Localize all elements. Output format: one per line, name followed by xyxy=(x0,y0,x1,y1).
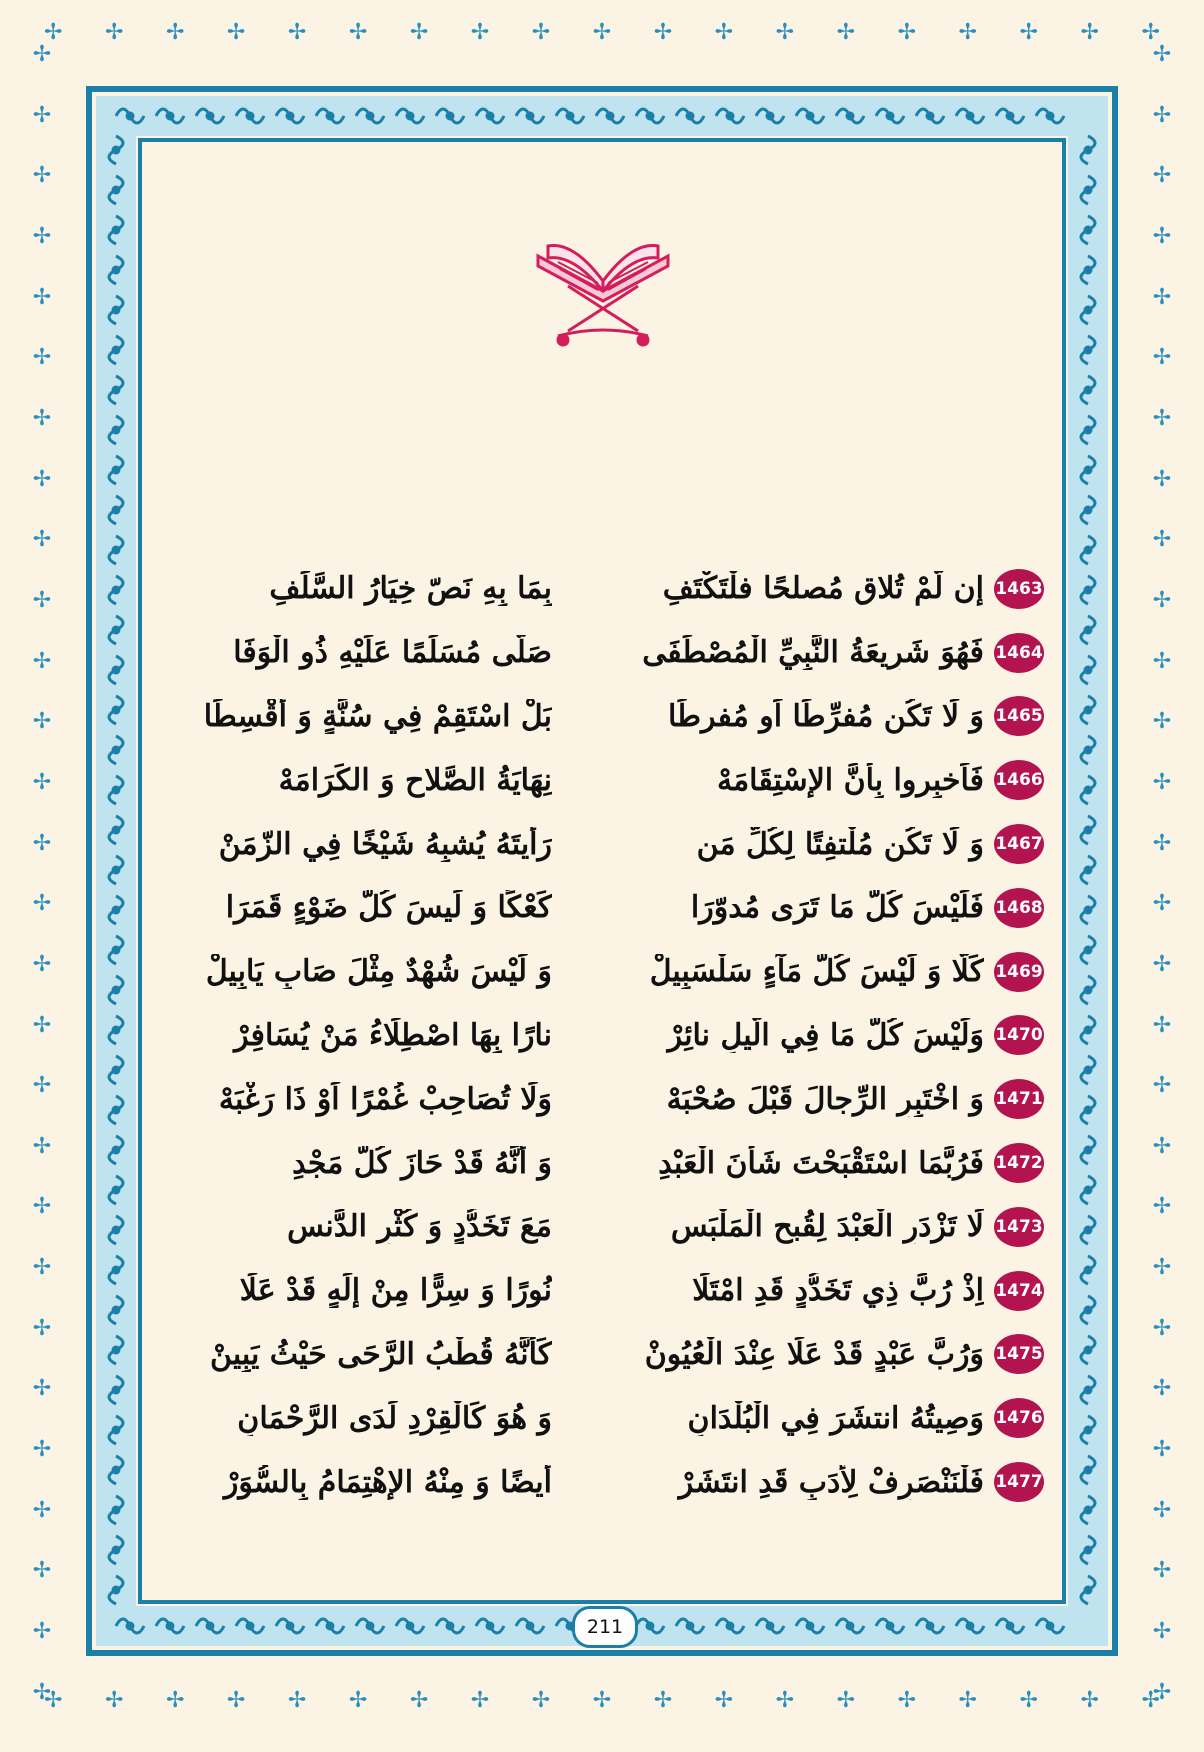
verse-first-hemistich: وَصِيتُهُ انتشَرَ فِي الْبُلْدَانِ xyxy=(687,1400,984,1436)
verse-row xyxy=(168,1450,1044,1514)
border-dot-icon: ✢ xyxy=(1152,42,1172,67)
verse-row xyxy=(168,1067,1044,1131)
border-dot-icon: ✢ xyxy=(1152,648,1172,674)
border-dot-icon: ✢ xyxy=(287,20,307,45)
verse-number-badge: 1474 xyxy=(994,1271,1044,1311)
verse-second-hemistich: نُورًا وَ سِرًّا مِنْ إِلَهٍ قَدْ عَلَا xyxy=(239,1273,552,1309)
border-dot-icon: ✢ xyxy=(1080,20,1099,45)
verse-number-badge: 1471 xyxy=(994,1079,1044,1119)
border-dot-icon: ✢ xyxy=(1080,1688,1099,1713)
border-dot-icon: ✢ xyxy=(1152,1255,1172,1281)
border-dot-icon: ✢ xyxy=(104,1688,124,1713)
verse-second-hemistich: كَعْكًا وَ لَيسَ كُلُّ ضَوْءٍ قَمَرَا xyxy=(225,890,552,926)
border-dot-icon: ✢ xyxy=(1152,1012,1172,1038)
border-dot-icon: ✢ xyxy=(32,102,52,128)
verse-first-hemistich: وَرُبَّ عَبْدٍ قَدْ عَلَا عِنْدَ الْعُيُونْ xyxy=(644,1336,984,1372)
border-dot-icon: ✢ xyxy=(32,1073,52,1099)
border-dot-icon: ✢ xyxy=(1152,1376,1172,1402)
border-dot-icon: ✢ xyxy=(409,1688,429,1713)
border-dot-icon: ✢ xyxy=(32,769,52,795)
border-dot-icon: ✢ xyxy=(958,1688,977,1713)
border-dot-icon: ✢ xyxy=(32,951,52,977)
border-dot-icon: ✢ xyxy=(32,1376,52,1402)
verse-row xyxy=(168,1386,1044,1450)
border-dot-icon: ✢ xyxy=(470,1688,490,1713)
border-dot-icon: ✢ xyxy=(1152,830,1172,856)
border-dot-icon: ✢ xyxy=(1152,709,1172,735)
border-dot-icon: ✢ xyxy=(1152,1619,1172,1645)
border-dot-icon: ✢ xyxy=(714,20,734,45)
border-dot-icon: ✢ xyxy=(226,1688,246,1713)
border-dot-icon: ✢ xyxy=(775,1688,795,1713)
verse-first-hemistich: فَرُبَّمَا اسْتَقْبَحْتَ شَأْنَ الْعَبْدِ xyxy=(658,1145,984,1181)
border-dot-icon: ✢ xyxy=(653,20,673,45)
verse-row xyxy=(168,1259,1044,1323)
verse-number-badge: 1466 xyxy=(994,760,1044,800)
verse-row xyxy=(168,1323,1044,1387)
verse-second-hemistich: وَلَا تُصَاحِبْ غُمْرًا اَوْ ذَا رَغْبَهْ xyxy=(218,1081,552,1117)
border-dot-icon: ✢ xyxy=(32,345,52,371)
border-dot-icon: ✢ xyxy=(32,587,52,613)
verse-first-hemistich: وَ لَا تَكُن مُلْتفِتًا لِكُلِّ مَن xyxy=(696,826,984,862)
verse-first-hemistich: وَ اخْتَبِرِ الرِّجالَ قَبْلَ صُحْبَهْ xyxy=(666,1081,984,1117)
border-dot-icon: ✢ xyxy=(32,1194,52,1220)
verse-row xyxy=(168,812,1044,876)
verse-first-hemistich: اِذْ رُبَّ ذِي تَخَدُّدٍ قَدِ امْتَلَا xyxy=(692,1273,984,1309)
border-dot-icon: ✢ xyxy=(348,1688,368,1713)
verse-first-hemistich: فَلَيْسَ كُلُّ مَا تَرَى مُدوّرَا xyxy=(690,890,984,926)
border-dot-icon: ✢ xyxy=(592,20,612,45)
border-dot-icon: ✢ xyxy=(32,648,52,674)
verse-second-hemistich: مَعَ تَخَدُّدٍ وَ كُثْرِ الدَّنسِ xyxy=(287,1209,552,1245)
verse-number-badge: 1468 xyxy=(994,888,1044,928)
border-dot-icon: ✢ xyxy=(1152,223,1172,249)
page-number-badge xyxy=(572,1606,638,1648)
verse-first-hemistich: كَلَّا وَ لَيْسَ كُلُّ مَآءٍ سَلْسَبِيلْ xyxy=(649,954,984,990)
border-dot-icon: ✢ xyxy=(226,20,246,45)
border-dot-icon: ✢ xyxy=(1152,1133,1172,1159)
border-dot-icon: ✢ xyxy=(32,1558,52,1584)
border-dot-icon: ✢ xyxy=(32,223,52,249)
verse-second-hemistich: كَأَنَّهُ قُطْبُ الرَّحَى حَيْثُ يَبِينْ xyxy=(210,1336,552,1372)
verse-list xyxy=(168,557,1044,1514)
border-dot-icon: ✢ xyxy=(1152,405,1172,431)
border-dot-icon: ✢ xyxy=(1152,587,1172,613)
border-dot-icon: ✢ xyxy=(1152,1558,1172,1584)
border-dot-icon: ✢ xyxy=(165,1688,185,1713)
verse-first-hemistich: وَ لَا تَكُن مُفرِّطًا اَو مُفرطَا xyxy=(667,698,984,734)
border-dot-icon: ✢ xyxy=(1152,284,1172,310)
border-dot-icon: ✢ xyxy=(470,20,490,45)
border-dot-icon: ✢ xyxy=(775,20,795,45)
verse-row xyxy=(168,748,1044,812)
border-dot-icon: ✢ xyxy=(32,527,52,553)
verse-first-hemistich: إن لَّمْ تُلاقِ مُصلحًا فلْتَكْتَفِ xyxy=(662,571,984,607)
verse-number-badge: 1465 xyxy=(994,696,1044,736)
border-dot-icon: ✢ xyxy=(531,20,551,45)
verse-second-hemistich: وَ هُوَ كَالْقِرْدِ لَدَى الرَّحْمَانِ xyxy=(237,1400,552,1436)
border-dot-icon: ✢ xyxy=(1152,769,1172,795)
border-dot-icon: ✢ xyxy=(32,42,52,67)
verse-row xyxy=(168,1004,1044,1068)
verse-number-badge: 1464 xyxy=(994,633,1044,673)
border-dot-icon: ✢ xyxy=(32,1497,52,1523)
border-dot-icon: ✢ xyxy=(1152,1194,1172,1220)
verse-row xyxy=(168,621,1044,685)
border-dot-icon: ✢ xyxy=(1152,1315,1172,1341)
border-dot-icon: ✢ xyxy=(32,405,52,431)
border-dot-icon: ✢ xyxy=(32,1315,52,1341)
verse-number-badge: 1469 xyxy=(994,952,1044,992)
border-dot-icon: ✢ xyxy=(165,20,185,45)
border-dot-icon: ✢ xyxy=(1019,1688,1038,1713)
verse-second-hemistich: بِمَا بِهِ نَصّ خِيَارُ السَّلَفِ xyxy=(269,571,552,607)
border-dot-icon: ✢ xyxy=(897,1688,916,1713)
verse-number-badge: 1475 xyxy=(994,1334,1044,1374)
border-dot-icon: ✢ xyxy=(32,830,52,856)
border-dot-icon: ✢ xyxy=(1019,20,1038,45)
page-number: 211 xyxy=(586,1616,624,1638)
border-dot-icon: ✢ xyxy=(1152,163,1172,189)
border-dot-icon: ✢ xyxy=(44,1688,63,1713)
border-dot-icon: ✢ xyxy=(287,1688,307,1713)
border-dot-icon: ✢ xyxy=(44,20,63,45)
verse-row xyxy=(168,685,1044,749)
border-dot-icon: ✢ xyxy=(32,891,52,917)
verse-second-hemistich: رَأَيتَهُ يُشبِهُ شَيْخًا فِي الزّمَنْ xyxy=(218,826,552,862)
border-dot-icon: ✢ xyxy=(1152,1437,1172,1463)
border-dot-icon: ✢ xyxy=(32,1437,52,1463)
verse-first-hemistich: فَلْنَنْصَرِفْ لِأَدَبٍ قَدِ انتَشَرْ xyxy=(678,1464,984,1500)
verse-first-hemistich: وَلَيْسَ كُلُّ مَا فِي الّيلِ نائِرْ xyxy=(667,1017,984,1053)
border-dot-icon: ✢ xyxy=(531,1688,551,1713)
verse-row xyxy=(168,940,1044,1004)
border-dot-icon: ✢ xyxy=(32,709,52,735)
border-dot-icon: ✢ xyxy=(1152,891,1172,917)
verse-second-hemistich: صَلَّى مُسَلِّمًا عَلَيْهِ ذُو الْوَفَا xyxy=(233,635,552,671)
border-dot-icon: ✢ xyxy=(32,466,52,492)
border-dot-icon: ✢ xyxy=(104,20,124,45)
border-dot-icon: ✢ xyxy=(32,163,52,189)
border-dot-icon: ✢ xyxy=(714,1688,734,1713)
border-dot-icon: ✢ xyxy=(1152,466,1172,492)
verse-number-badge: 1477 xyxy=(994,1462,1044,1502)
verse-number-badge: 1470 xyxy=(994,1015,1044,1055)
border-dot-icon: ✢ xyxy=(836,1688,856,1713)
border-dot-icon: ✢ xyxy=(958,20,977,45)
verse-row xyxy=(168,876,1044,940)
border-dot-icon: ✢ xyxy=(592,1688,612,1713)
verse-number-badge: 1473 xyxy=(994,1207,1044,1247)
verse-row xyxy=(168,1131,1044,1195)
border-dot-icon: ✢ xyxy=(1152,102,1172,128)
verse-row xyxy=(168,1195,1044,1259)
verse-second-hemistich: أَيضًا وَ مِنْهُ الإهْتِمَامُ بِالسُّوَرْ xyxy=(223,1464,552,1500)
border-dot-icon: ✢ xyxy=(1141,1688,1160,1713)
border-dot-icon: ✢ xyxy=(653,1688,673,1713)
border-dot-icon: ✢ xyxy=(32,1133,52,1159)
verse-second-hemistich: وَ لَيْسَ شُهْدٌ مِثْلَ صَابٍ يَابِيلْ xyxy=(205,954,552,990)
verse-first-hemistich: فَاَخبِروا بِأَنَّ الإسْتِقَامَهْ xyxy=(717,762,984,798)
verse-first-hemistich: فَهُوَ شَرِيعَةُ النَّبِيِّ الْمُصْطَفَى xyxy=(642,635,984,671)
border-dot-icon: ✢ xyxy=(1152,527,1172,553)
verse-second-hemistich: نِهَايَةُ الصَّلاحِ وَ الكَرَامَهْ xyxy=(278,762,552,798)
verse-number-badge: 1472 xyxy=(994,1143,1044,1183)
border-dot-icon: ✢ xyxy=(32,1255,52,1281)
border-dot-icon: ✢ xyxy=(32,284,52,310)
border-dot-icon: ✢ xyxy=(1152,345,1172,371)
border-dot-icon: ✢ xyxy=(1152,951,1172,977)
verse-second-hemistich: نارًا بِهَا اصْطِلَاءُ مَنْ يُسَافِرْ xyxy=(234,1017,552,1053)
border-dot-icon: ✢ xyxy=(1152,1497,1172,1523)
verse-second-hemistich: وَ أَنَّهُ قَدْ حَازَ كُلَّ مَجْدِ xyxy=(292,1145,552,1181)
verse-first-hemistich: لَا تَزْدَرِ الْعَبْدَ لِقُبحِ الْمَلْبَسِ xyxy=(670,1209,984,1245)
verse-number-badge: 1463 xyxy=(994,569,1044,609)
border-dot-icon: ✢ xyxy=(1152,1679,1172,1705)
quran-lectern-icon xyxy=(528,236,678,356)
border-dot-icon: ✢ xyxy=(32,1012,52,1038)
border-dot-icon: ✢ xyxy=(32,1679,52,1705)
border-dot-icon: ✢ xyxy=(897,20,916,45)
verse-number-badge: 1467 xyxy=(994,824,1044,864)
border-dot-icon: ✢ xyxy=(1152,1073,1172,1099)
border-dot-icon: ✢ xyxy=(409,20,429,45)
verse-row xyxy=(168,557,1044,621)
border-dot-icon: ✢ xyxy=(836,20,856,45)
border-dot-icon: ✢ xyxy=(348,20,368,45)
verse-second-hemistich: بَلْ اسْتَقِمْ فِي سُنَّةٍ وَ أَقْسِطَا xyxy=(203,698,552,734)
border-dot-icon: ✢ xyxy=(32,1619,52,1645)
verse-number-badge: 1476 xyxy=(994,1398,1044,1438)
border-dot-icon: ✢ xyxy=(1141,20,1160,45)
